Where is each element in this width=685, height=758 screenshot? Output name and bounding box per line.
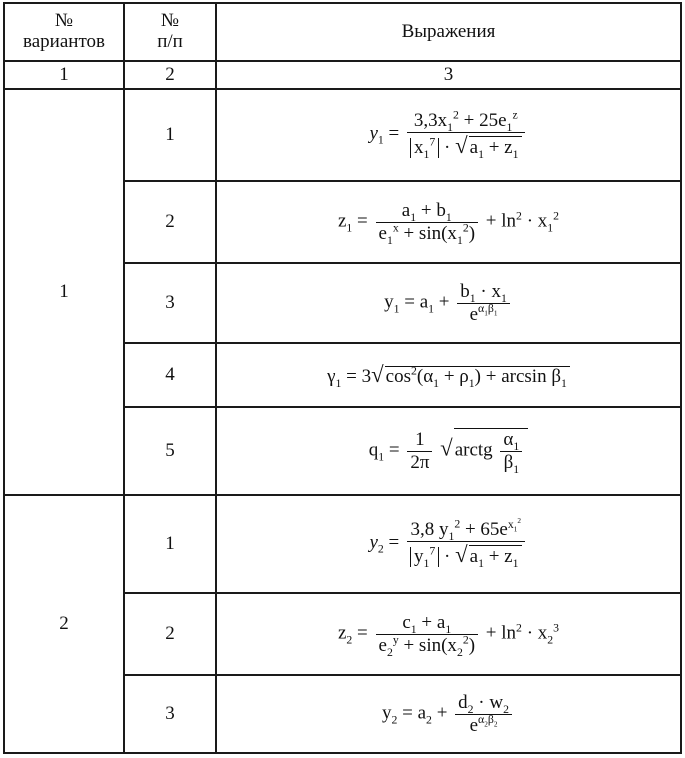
header-variant-symbol: № — [54, 10, 74, 32]
expression-cell: $y_1$ = $\frac{3,3x_1^2 + 25e_1^z}{x_1^7 \cdot √ a_1 + z_1}$ — [216, 89, 681, 181]
column-number-3: 3 — [216, 61, 681, 89]
header-expressions-label: Выражения — [401, 20, 496, 42]
header-item-label: п/п — [157, 31, 183, 52]
table-row — [4, 89, 681, 181]
item-cell: 1 — [124, 495, 216, 593]
expression-cell: $y_2 = a_2$ + $\frac{d_2 \cdot w_2}{e^{\alpha_2\beta_2}}$ — [216, 675, 681, 753]
expression-cell: $z_2$ = $\frac{c_1 + a_1}{e_2^y + \sin(x_2^2)}$ + $\ln^2 \cdot x_2^3$ — [216, 593, 681, 675]
item-cell: 4 — [124, 343, 216, 407]
header-item-symbol: № — [160, 10, 180, 32]
item-cell: 5 — [124, 407, 216, 495]
expression-cell: $y_1 = a_1$ + $\frac{b_1 \cdot x_1}{e^{\alpha_1\beta_1}}$ — [216, 263, 681, 343]
header-row — [4, 3, 681, 61]
expression-cell: $q_1$ = $\frac{1}{2\pi}$ √ arctg $\frac{\alpha_1}{\beta_1}$ — [216, 407, 681, 495]
item-cell: 2 — [124, 181, 216, 263]
item-cell: 3 — [124, 263, 216, 343]
item-cell: 2 — [124, 593, 216, 675]
expression-cell: $z_1$ = $\frac{a_1 + b_1}{e_1^x + \sin(x_1^2)}$ + $\ln^2 \cdot x_1^2$ — [216, 181, 681, 263]
item-cell: 1 — [124, 89, 216, 181]
column-number-2: 2 — [124, 61, 216, 89]
item-cell: 3 — [124, 675, 216, 753]
variant-cell-1: 1 — [4, 89, 124, 495]
expression-cell: $\gamma_1 = 3√$ $\cos^2(\alpha_1 + \rho_1) + \arcsin \beta_1$ — [216, 343, 681, 407]
expressions-table — [3, 2, 682, 754]
header-item-cell — [124, 3, 216, 61]
variant-cell-2: 2 — [4, 495, 124, 753]
header-variant-label: вариантов — [23, 31, 105, 52]
table-row — [4, 495, 681, 593]
column-number-row — [4, 61, 681, 89]
column-number-1: 1 — [4, 61, 124, 89]
header-expressions-cell — [216, 3, 681, 61]
header-variant-cell — [4, 3, 124, 61]
expression-cell: $y_2$ = $\frac{3,8 y_1^2 + 65e^{x_1^2}}{y_1^7 \cdot √ a_1 + z_1}$ — [216, 495, 681, 593]
